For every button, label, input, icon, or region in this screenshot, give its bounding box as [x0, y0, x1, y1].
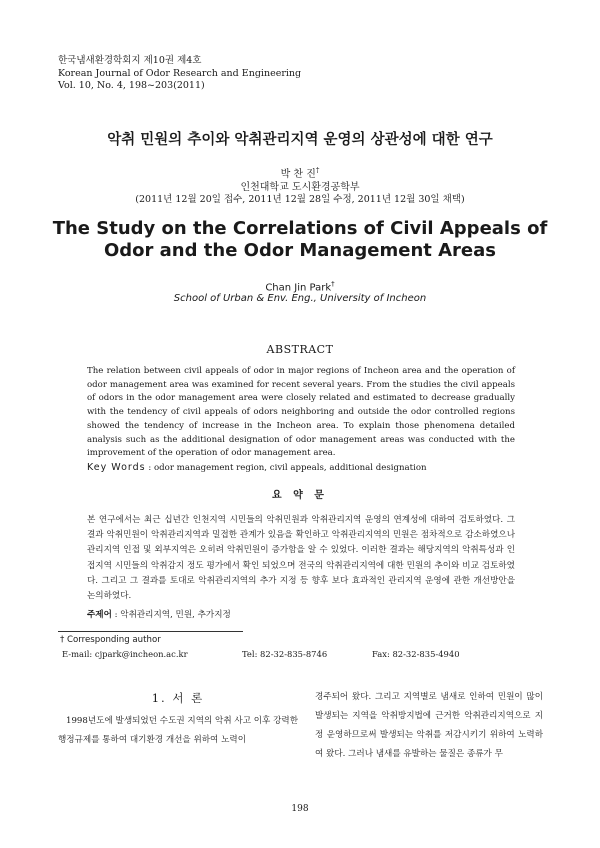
submission-dates: (2011년 12월 20일 접수, 2011년 12월 28일 수정, 2011년 12월 30일 채택) [135, 194, 465, 205]
keywords-korean [87, 608, 517, 620]
section-heading-introduction: 1. 서 론 [151, 691, 205, 705]
summary-text: 본 연구에서는 최근 십년간 인천지역 시민들의 악취민원과 악취관리지역 운영의 연계성에 대하여 검토하였다. 그 결과 악취민원이 악취관리지역과 밀접한 관계가 있음을 확인하고 악취관리지역의 민원은 점차적으로 감소하였으나 관리지역 인접 및 외부지역은 오히려 악취민원이 증가함을 알 수 있었다. 이러한 결과는 해당지역의 악취특성과 인접지역 시민들의 악취감지 정도 평가에서 확인 되었으며 전국의 악취관리지역에 대한 민원의 추이와 비교 검토하였다. 그리고 그 결과를 토대로 악취관리지역의 추가 지정 등 향후 보다 효과적인 관리지역 운영에 관한 개선방안을 논의하였다. [87, 515, 515, 602]
affiliation-korean: 인천대학교 도시환경공학부 [240, 182, 360, 193]
footnote-divider [58, 631, 243, 632]
keywords-korean-label: 주제어 [87, 610, 112, 620]
email-text: E-mail: cjpark@incheon.ac.kr [62, 649, 188, 659]
journal-name-en: Korean Journal of Odor Research and Engineering [58, 67, 302, 79]
intro-column-right [315, 688, 543, 764]
intro-left-paragraph: 1998년도에 발생되었던 수도권 지역의 악취 사고 이후 강력한 행정규제를 통하여 대기환경 개선을 위하여 노력이 [58, 716, 298, 745]
abstract-text: The relation between civil appeals of odor in major regions of Incheon area and the operation of odor management area was examined for recent several years. From the studies the civil appeals of odors in the odor management area were closely related and estimated to decrease gradually with the tendency of civil appeals of odors neighboring and outside the odor controlled regions showed the tendency of increase in the Incheon area. To explain those phenomena detailed analysis such as the additional designation of odor management areas was conducted with the improvement of the operation of odor management area. [87, 366, 515, 459]
title-english-line2: Odor and the Odor Management Areas [103, 240, 497, 261]
keywords [87, 462, 527, 473]
author-dagger-en: † [331, 280, 335, 288]
keywords-korean-text: : 악취관리지역, 민원, 추가지정 [114, 610, 231, 620]
intro-right-paragraph: 경주되어 왔다. 그리고 지역별로 냄새로 인하여 민원이 많이 발생되는 지역을 악취방지법에 근거한 악취관리지역으로 지정 운영하므로써 발생되는 악취를 저감시키기 위하여 노력하여 왔다. 그러나 냄새를 유발하는 물질은 종류가 무 [315, 692, 543, 759]
tel-text: Tel: 82-32-835-8746 [242, 649, 328, 659]
journal-name-kr: 한국냄새환경학회지 제10권 제4호 [58, 55, 202, 66]
keywords-text: : odor management region, civil appeals, additional designation [148, 463, 427, 473]
affiliation-english: School of Urban & Env. Eng., University of Incheon [173, 293, 427, 304]
title-english-line1: The Study on the Correlations of Civil Appeals of [52, 218, 548, 239]
keywords-label: Key Words [87, 462, 146, 473]
summary-heading: 요 약 문 [272, 490, 328, 501]
author-english [0, 280, 600, 293]
corresponding-author-label: † Corresponding author [60, 635, 161, 645]
journal-volume: Vol. 10, No. 4, 198~203(2011) [58, 80, 205, 91]
title-english [0, 218, 600, 262]
journal-header [58, 55, 301, 93]
author-english-name: Chan Jin Park [265, 282, 332, 294]
intro-column-left [58, 712, 298, 750]
author-korean-name: 박 찬 진 [280, 169, 316, 180]
abstract-heading: ABSTRACT [266, 343, 334, 356]
fax-text: Fax: 82-32-835-4940 [372, 649, 460, 659]
author-dagger-kr: † [315, 166, 320, 175]
title-korean: 악취 민원의 추이와 악취관리지역 운영의 상관성에 대한 연구 [107, 132, 493, 148]
page-number: 198 [291, 804, 309, 814]
